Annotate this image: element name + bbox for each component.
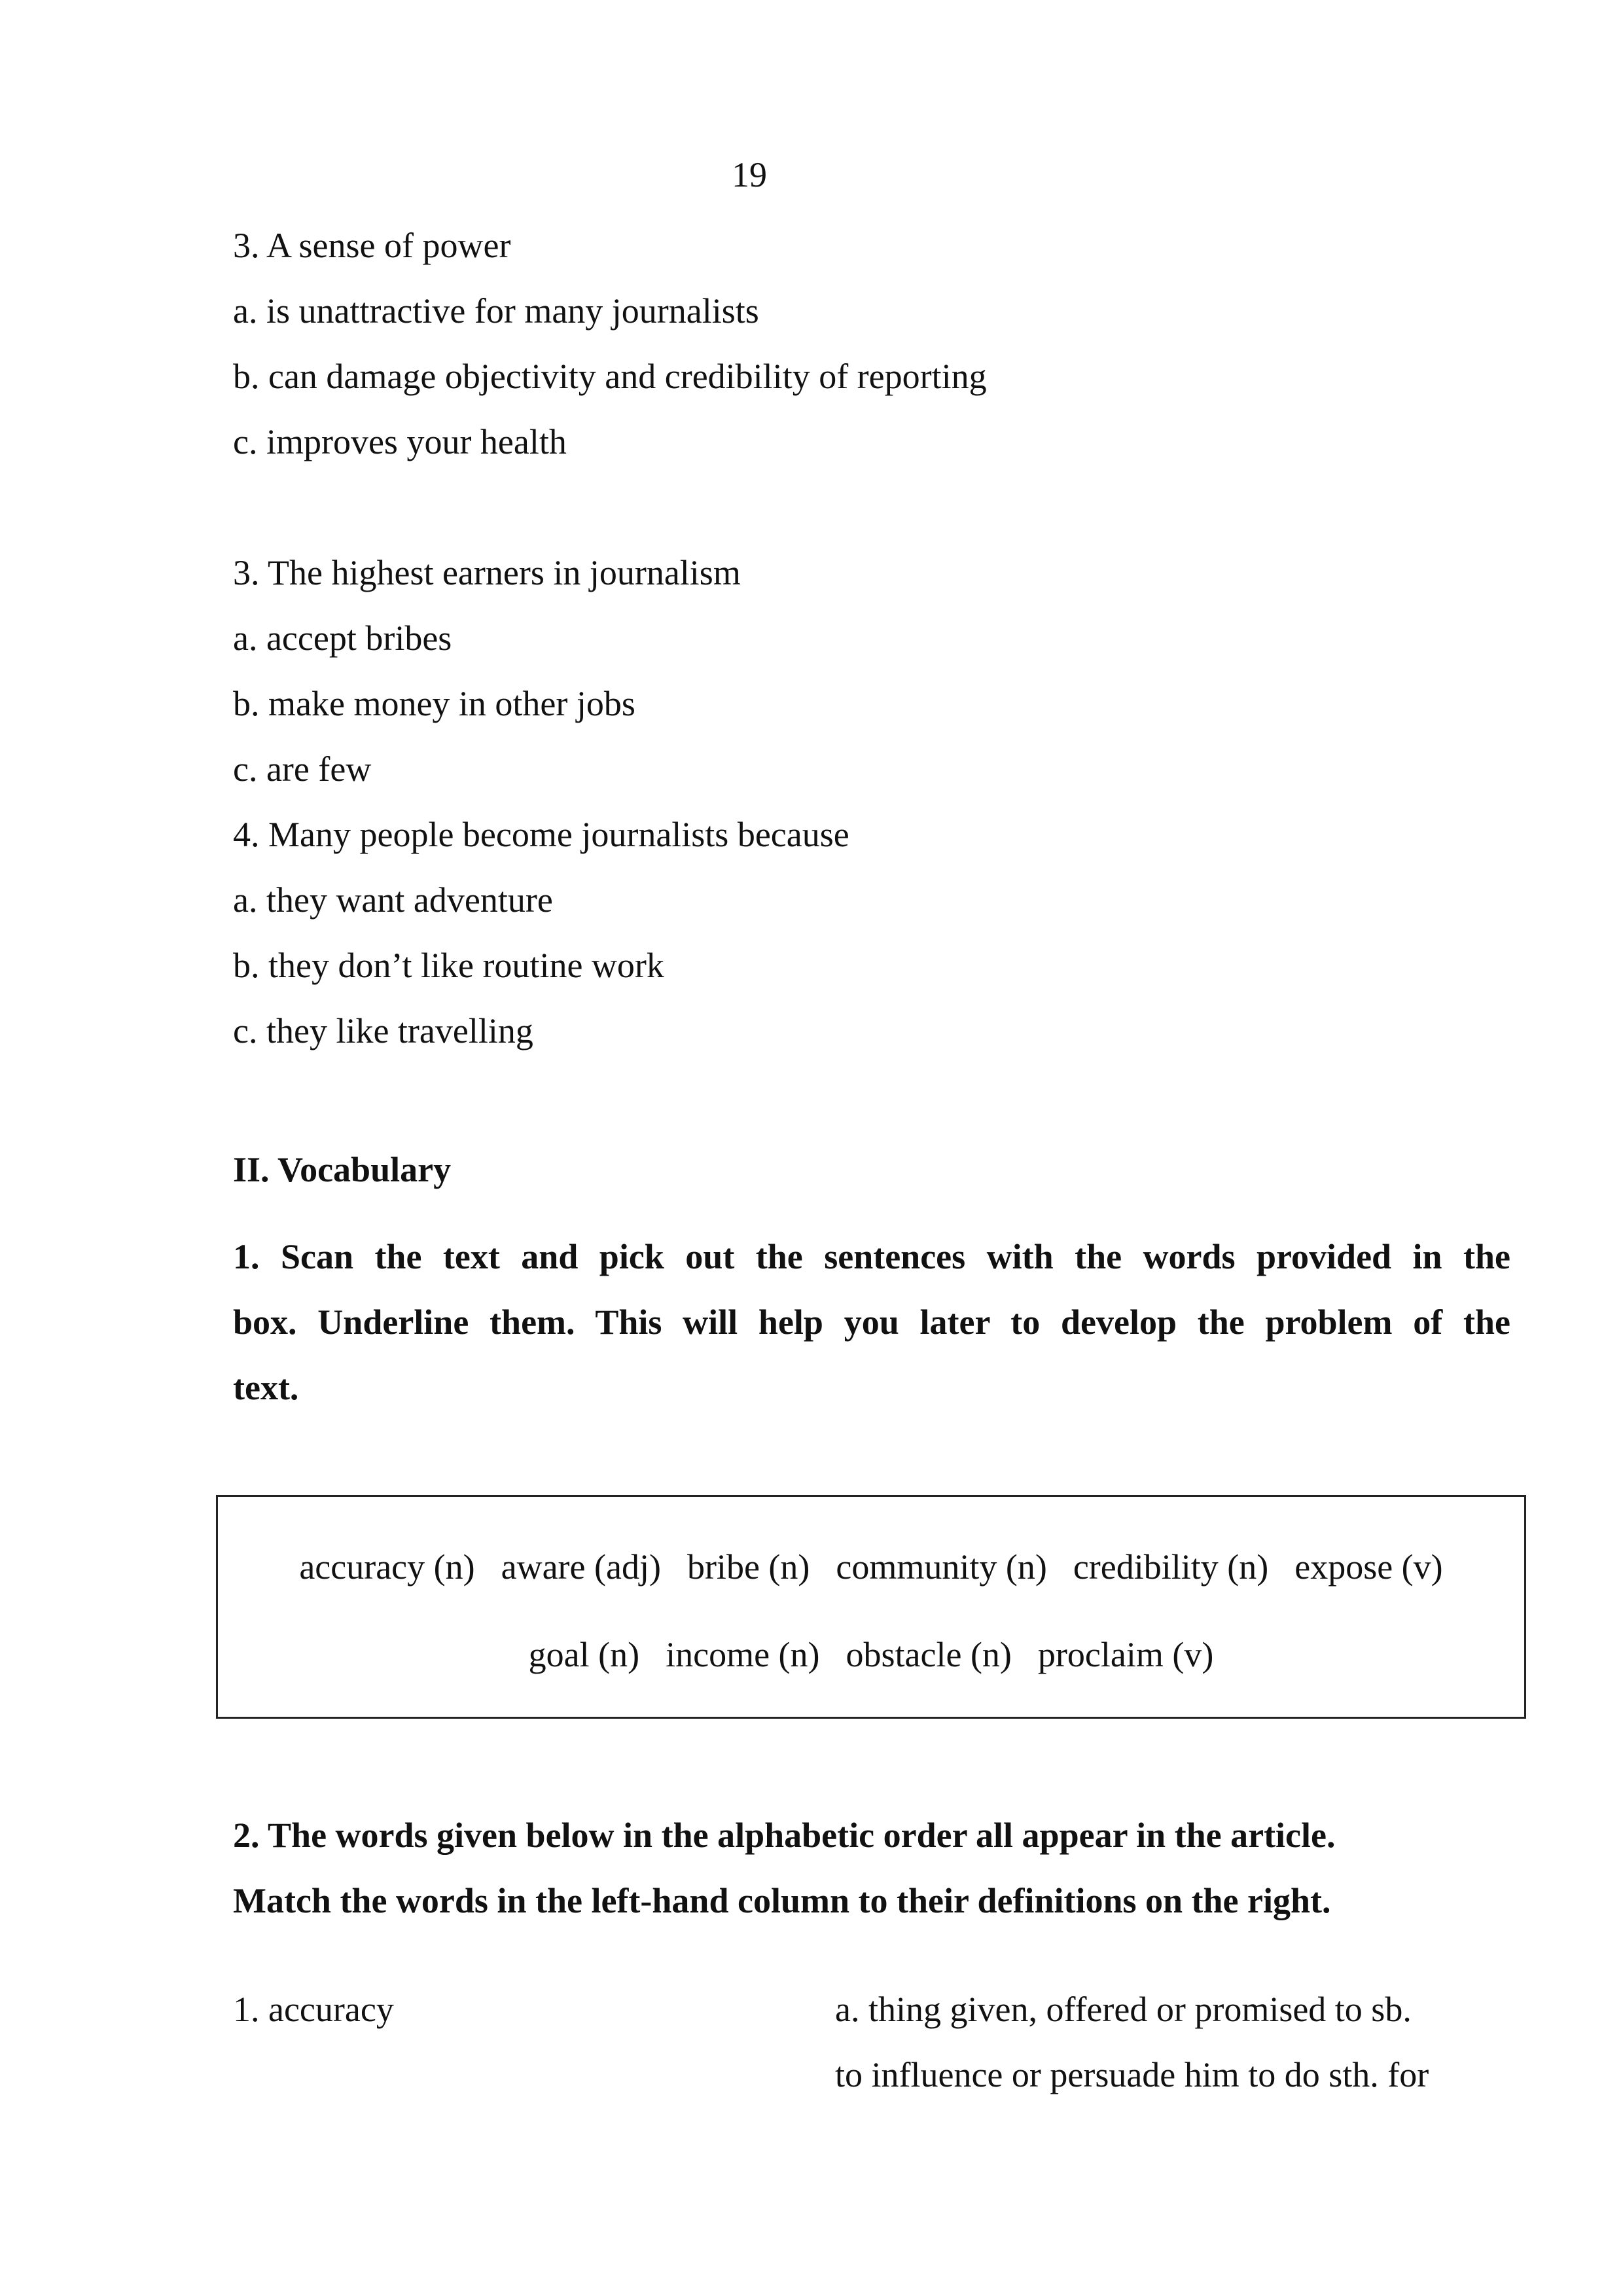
vocab-row-2: [218, 1637, 1524, 1672]
question-stem: 3. The highest earners in journalism: [233, 553, 741, 592]
section-title: II. Vocabulary: [233, 1150, 452, 1189]
task1-instruction-line: 1. Scan the text and pick out the sentences with the words provided in the: [233, 1237, 1510, 1276]
matching-definition-line: a. thing given, offered or promised to sb.: [835, 1990, 1412, 2029]
task1-instruction-line: box. Underline them. This will help you later to develop the problem of the: [233, 1302, 1510, 1342]
question-option: b. make money in other jobs: [233, 684, 635, 723]
question-stem: 4. Many people become journalists because: [233, 815, 849, 854]
question-stem: 3. A sense of power: [233, 226, 511, 265]
matching-definition-line: to influence or persuade him to do sth. for: [835, 2055, 1429, 2094]
question-option: b. they don’t like routine work: [233, 946, 664, 985]
task2-instruction-line: Match the words in the left-hand column to their definitions on the right.: [233, 1881, 1331, 1920]
vocab-word: goal (n): [528, 1635, 640, 1674]
page-number: 19: [732, 155, 767, 194]
question-option: b. can damage objectivity and credibility of reporting: [233, 357, 987, 396]
vocab-word: aware (adj): [501, 1547, 661, 1587]
question-option: c. improves your health: [233, 422, 567, 461]
question-option: c. are few: [233, 749, 372, 789]
vocab-word: community (n): [836, 1547, 1047, 1587]
vocab-word: bribe (n): [687, 1547, 810, 1587]
question-option: a. accept bribes: [233, 619, 452, 658]
vocab-word: proclaim (v): [1037, 1635, 1214, 1674]
vocab-box: [216, 1495, 1526, 1719]
task2-instruction-line: 2. The words given below in the alphabetic order all appear in the article.: [233, 1816, 1336, 1855]
vocab-row-1: [218, 1549, 1524, 1585]
vocab-word: income (n): [666, 1635, 820, 1674]
question-option: c. they like travelling: [233, 1011, 533, 1050]
task1-instruction-line: text.: [233, 1368, 299, 1407]
matching-left-item: 1. accuracy: [233, 1990, 394, 2029]
vocab-word: accuracy (n): [299, 1547, 475, 1587]
vocab-word: obstacle (n): [846, 1635, 1012, 1674]
vocab-word: expose (v): [1294, 1547, 1443, 1587]
vocab-word: credibility (n): [1073, 1547, 1269, 1587]
question-option: a. is unattractive for many journalists: [233, 291, 759, 331]
question-option: a. they want adventure: [233, 880, 553, 920]
